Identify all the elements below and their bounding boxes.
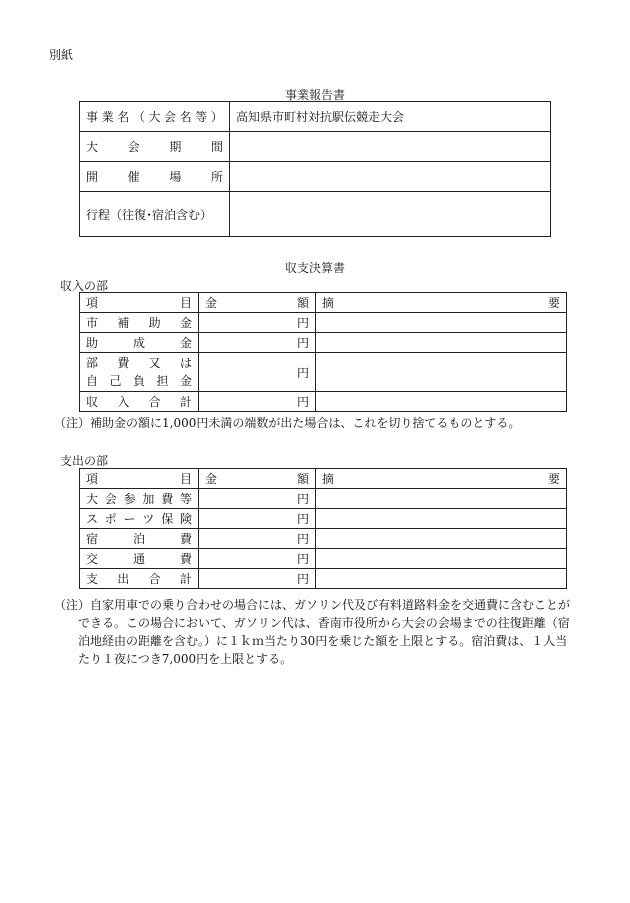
expense-note-line: （注）自家用車での乗り合わせの場合には、ガソリン代及び有料道路料金を交通費に含むことが	[54, 598, 571, 612]
item-cell	[80, 333, 199, 353]
note-cell	[316, 569, 567, 589]
table-row	[80, 509, 567, 529]
header-note	[316, 293, 567, 313]
report-label-text: 事 業 名 （ 大 会 名 等 ）	[86, 110, 223, 124]
table-row	[80, 333, 567, 353]
item-text-line1: 部 費 又 は	[86, 356, 192, 370]
expense-note	[54, 596, 594, 668]
note-cell	[316, 333, 567, 353]
item-text: 収 入 合 計	[86, 395, 192, 409]
header-item-text: 項 目	[86, 296, 192, 310]
header-amount	[199, 469, 316, 489]
report-value: 高知県市町村対抗駅伝競走大会	[230, 102, 551, 132]
expense-table	[79, 468, 567, 589]
report-row	[80, 132, 551, 162]
income-section-label: 収入の部	[60, 279, 109, 293]
report-value	[230, 192, 551, 237]
table-row	[80, 569, 567, 589]
report-value	[230, 162, 551, 192]
item-text: ス ポ ー ツ 保 険	[86, 512, 192, 526]
amount-cell: 円	[199, 333, 316, 353]
table-row	[80, 313, 567, 333]
header-note	[316, 469, 567, 489]
amount-cell: 円	[199, 489, 316, 509]
header-amount-text: 金 額	[205, 472, 309, 486]
table-row	[80, 489, 567, 509]
report-label-text: 大 会 期 間	[86, 140, 223, 154]
item-cell	[80, 353, 199, 392]
amount-cell: 円	[199, 569, 316, 589]
header-item	[80, 293, 199, 313]
item-text-line2: 自 己 負 担 金	[86, 374, 192, 388]
note-cell	[316, 529, 567, 549]
amount-cell: 円	[199, 549, 316, 569]
note-cell	[316, 353, 567, 392]
item-text: 助 成 金	[86, 336, 192, 350]
report-label-text: 開 催 場 所	[86, 170, 223, 184]
report-value	[230, 132, 551, 162]
note-cell	[316, 509, 567, 529]
note-cell	[316, 313, 567, 333]
header-amount-text: 金 額	[205, 296, 309, 310]
report-label	[80, 132, 230, 162]
report-label-text: 行程（往復･宿泊含む）	[86, 207, 213, 222]
table-row	[80, 529, 567, 549]
header-note-text: 摘 要	[322, 296, 560, 310]
table-header-row	[80, 293, 567, 313]
expense-section-label: 支出の部	[60, 454, 109, 468]
report-title: 事業報告書	[284, 88, 345, 102]
expense-note-line: たり１夜につき7,000円を上限とする。	[78, 652, 293, 666]
table-header-row	[80, 469, 567, 489]
item-cell	[80, 313, 199, 333]
report-label	[80, 162, 230, 192]
note-cell	[316, 489, 567, 509]
report-row	[80, 162, 551, 192]
item-text: 大 会 参 加 費 等	[86, 492, 192, 506]
header-amount	[199, 293, 316, 313]
table-row	[80, 392, 567, 412]
attachment-label: 別紙	[49, 48, 74, 62]
item-cell	[80, 509, 199, 529]
item-text: 宿 泊 費	[86, 532, 192, 546]
expense-note-line: 泊地経由の距離を含む。）に１ｋｍ当たり30円を乗じた額を上限とする。宿泊費は、１人当	[78, 634, 568, 648]
amount-cell: 円	[199, 353, 316, 392]
report-row	[80, 192, 551, 237]
expense-note-line: できる。この場合において、ガソリン代は、香南市役所から大会の会場までの往復距離（宿	[78, 616, 570, 630]
item-text: 支 出 合 計	[86, 572, 192, 586]
table-row	[80, 353, 567, 392]
amount-cell: 円	[199, 392, 316, 412]
header-item-text: 項 目	[86, 472, 192, 486]
amount-cell: 円	[199, 509, 316, 529]
item-text: 交 通 費	[86, 552, 192, 566]
header-item	[80, 469, 199, 489]
item-text: 市 補 助 金	[86, 316, 192, 330]
item-cell	[80, 569, 199, 589]
note-cell	[316, 549, 567, 569]
report-label	[80, 192, 230, 237]
header-note-text: 摘 要	[322, 472, 560, 486]
item-cell	[80, 392, 199, 412]
income-note: （注）補助金の額に1,000円未満の端数が出た場合は、これを切り捨てるものとする。	[54, 416, 521, 430]
income-table	[79, 292, 567, 412]
amount-cell: 円	[199, 529, 316, 549]
amount-cell: 円	[199, 313, 316, 333]
note-cell	[316, 392, 567, 412]
item-cell	[80, 529, 199, 549]
budget-title: 収支決算書	[284, 261, 345, 275]
report-table	[79, 101, 551, 237]
report-label	[80, 102, 230, 132]
table-row	[80, 549, 567, 569]
report-row	[80, 102, 551, 132]
item-cell	[80, 549, 199, 569]
item-cell	[80, 489, 199, 509]
